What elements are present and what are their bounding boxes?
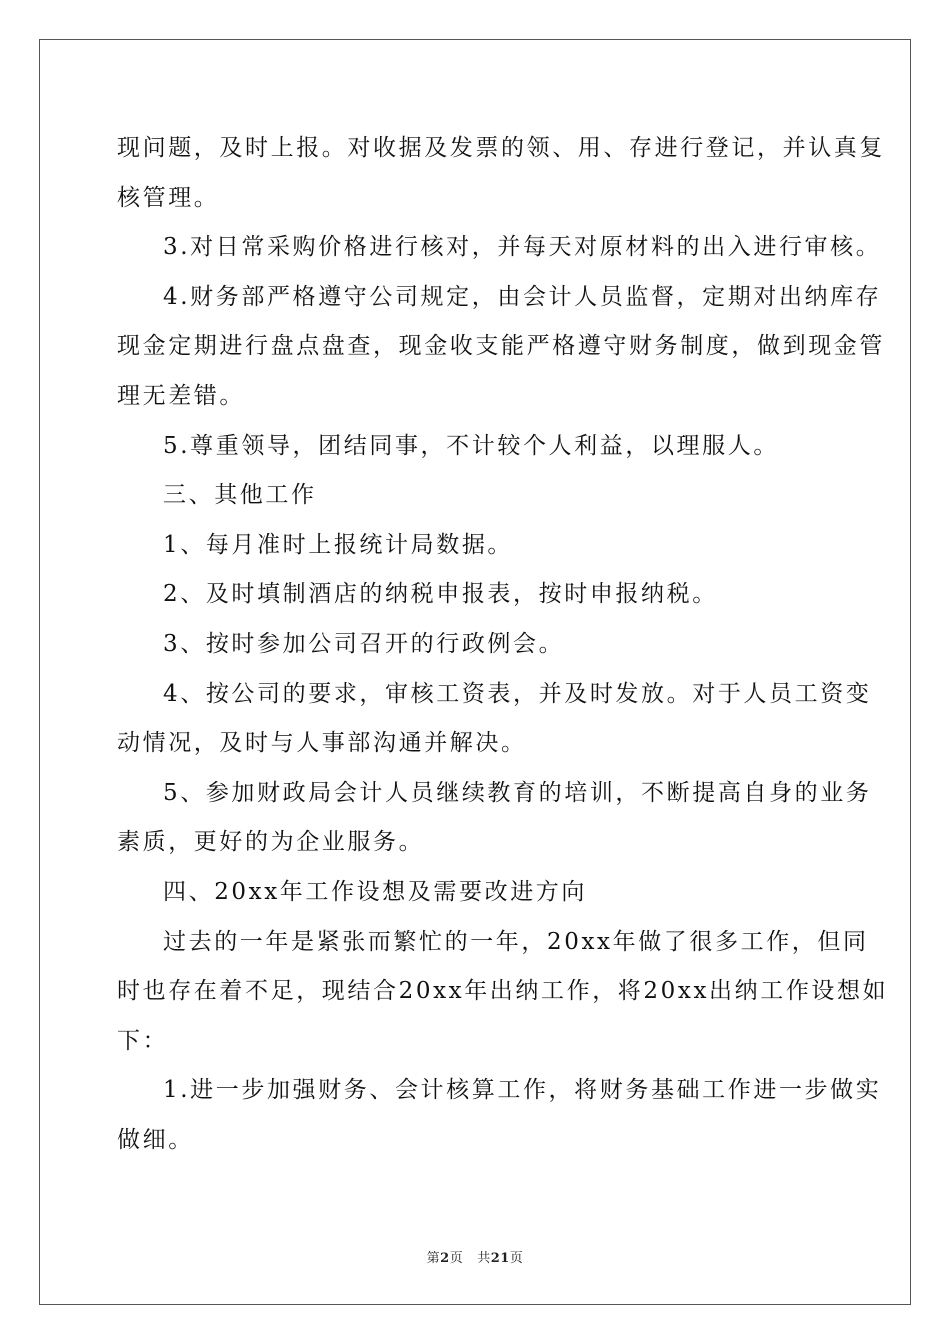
text-line: 5.尊重领导，团结同事，不计较个人利益，以理服人。 bbox=[163, 432, 779, 459]
page-suffix: 页 bbox=[449, 1251, 464, 1266]
total-pages: 21 bbox=[490, 1251, 510, 1266]
text-line: 现问题，及时上报。对收据及发票的领、用、存进行登记，并认真复 bbox=[117, 135, 885, 161]
text-line: 素质，更好的为企业服务。 bbox=[117, 829, 425, 856]
text-line: 2、及时填制酒店的纳税申报表，按时申报纳税。 bbox=[163, 581, 718, 608]
section-heading: 三、其他工作 bbox=[163, 482, 317, 509]
text-line: 3.对日常采购价格进行核对，并每天对原材料的出入进行审核。 bbox=[163, 234, 882, 261]
text-line: 下： bbox=[117, 1027, 169, 1054]
text-line: 1、每月准时上报统计局数据。 bbox=[163, 531, 514, 558]
text-line: 现金定期进行盘点盘查，现金收支能严格遵守财务制度，做到现金管 bbox=[117, 333, 885, 360]
text-line: 3、按时参加公司召开的行政例会。 bbox=[163, 630, 565, 657]
total-suffix: 页 bbox=[509, 1251, 524, 1266]
text-line: 1.进一步加强财务、会计核算工作，将财务基础工作进一步做实 bbox=[163, 1077, 882, 1104]
text-line: 4、按公司的要求，审核工资表，并及时发放。对于人员工资变 bbox=[163, 680, 872, 707]
page-prefix: 第 bbox=[426, 1251, 441, 1266]
text-line: 理无差错。 bbox=[117, 382, 245, 409]
text-line: 时也存在着不足，现结合20xx年出纳工作，将20xx出纳工作设想如 bbox=[117, 978, 889, 1005]
page-number: 2 bbox=[440, 1251, 450, 1266]
document-body bbox=[117, 124, 889, 1165]
text-line: 4.财务部严格遵守公司规定，由会计人员监督，定期对出纳库存 bbox=[163, 283, 882, 310]
section-heading: 四、20xx年工作设想及需要改进方向 bbox=[163, 878, 588, 905]
text-line: 做细。 bbox=[117, 1126, 194, 1153]
page-footer bbox=[0, 1247, 950, 1266]
text-line: 动情况，及时与人事部沟通并解决。 bbox=[117, 730, 527, 757]
text-line: 核管理。 bbox=[117, 184, 220, 211]
total-prefix: 共 bbox=[477, 1251, 491, 1266]
text-line: 5、参加财政局会计人员继续教育的培训，不断提高自身的业务 bbox=[163, 779, 872, 806]
text-line: 过去的一年是紧张而繁忙的一年，20xx年做了很多工作，但同 bbox=[163, 928, 869, 955]
